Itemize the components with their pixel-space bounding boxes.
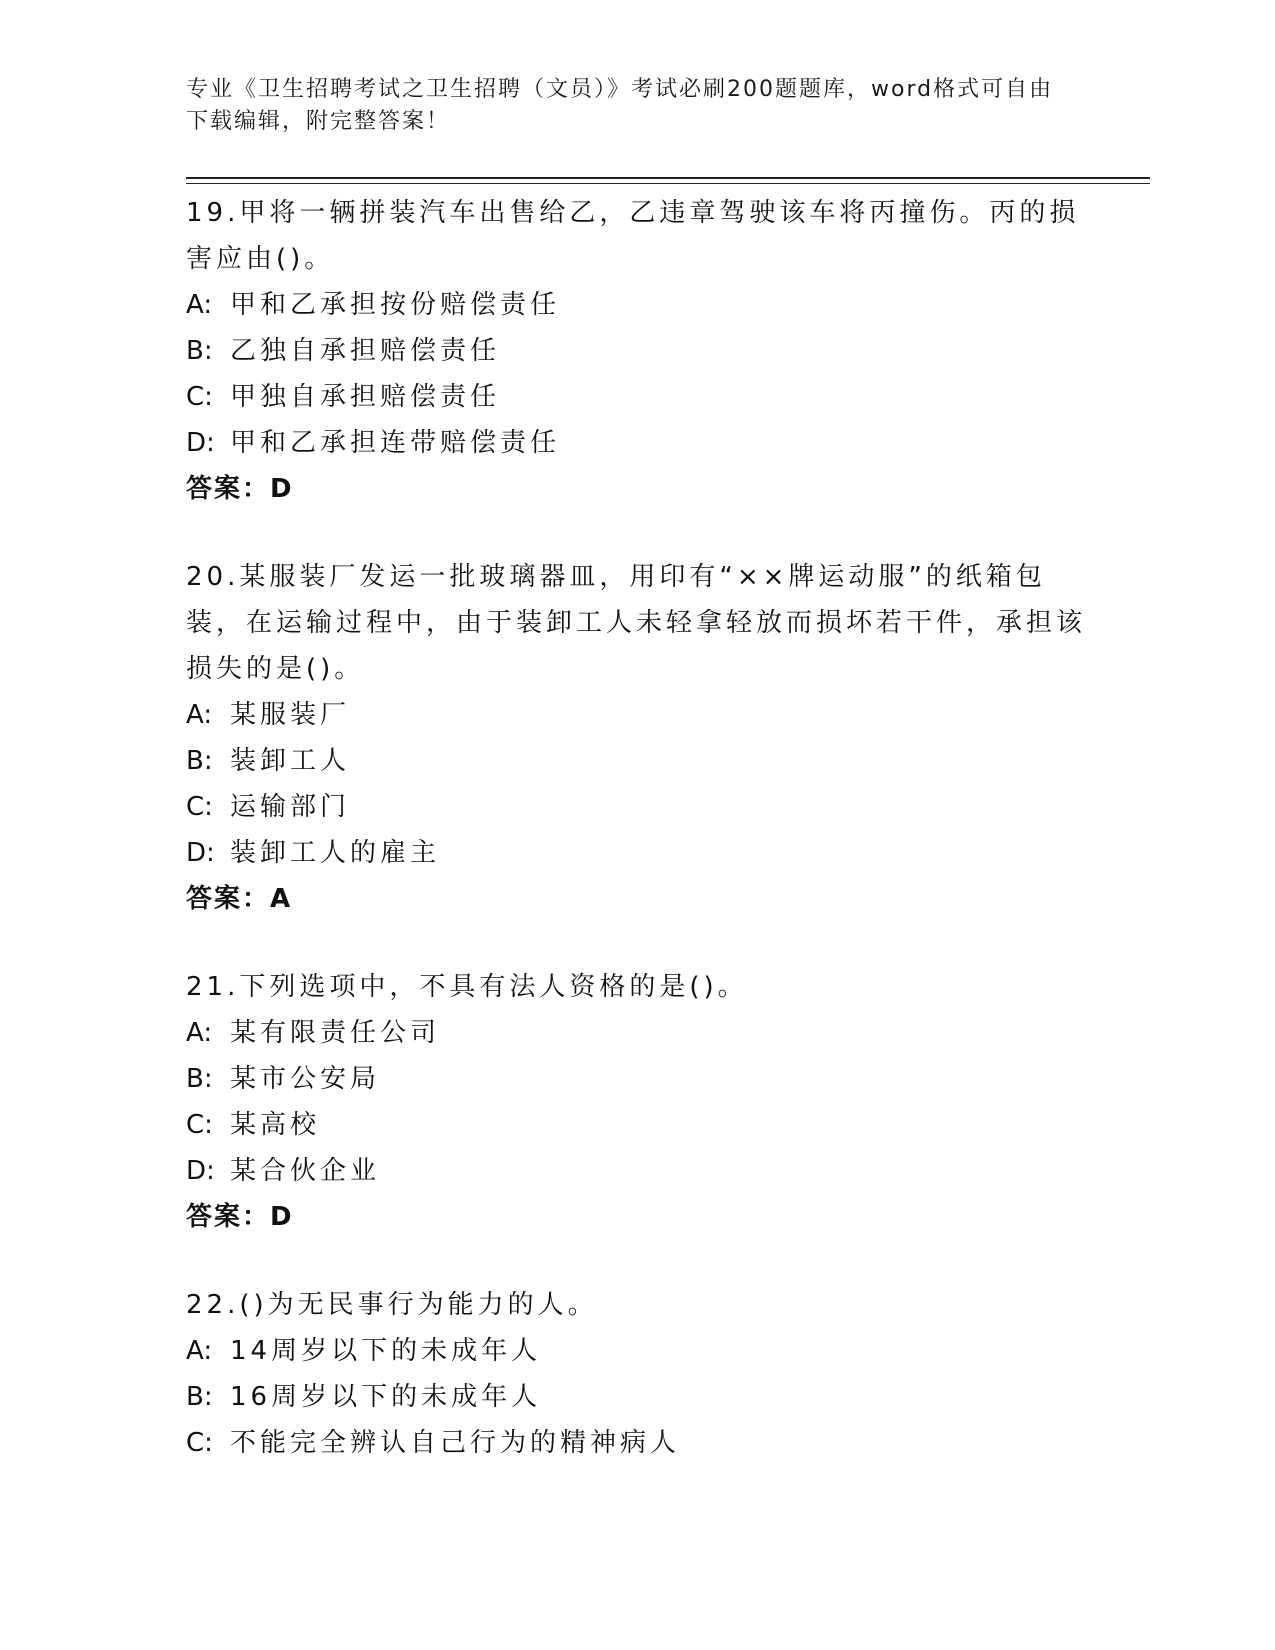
option-text: 乙独自承担赔偿责任 (230, 336, 501, 366)
option-a (186, 692, 1086, 738)
option-text: 甲独自承担赔偿责任 (230, 382, 501, 412)
option-b (186, 328, 1086, 374)
question-list (186, 190, 1086, 1508)
question-stem: 22.()为无民事行为能力的人。 (186, 1290, 598, 1320)
answer-label: 答案：D (186, 474, 294, 504)
option-d (186, 1148, 1086, 1194)
option-a (186, 282, 1086, 328)
option-key: A: (186, 1018, 213, 1048)
option-d (186, 830, 1086, 876)
question-22 (186, 1282, 1086, 1466)
option-text: 装卸工人的雇主 (230, 838, 441, 868)
option-b (186, 1374, 1086, 1420)
option-b (186, 738, 1086, 784)
option-c (186, 784, 1086, 830)
option-text: 某高校 (230, 1110, 321, 1140)
option-a (186, 1328, 1086, 1374)
option-text: 16周岁以下的未成年人 (230, 1382, 542, 1412)
option-key: A: (186, 700, 213, 730)
option-key: B: (186, 1382, 213, 1412)
option-key: A: (186, 290, 213, 320)
question-stem: 21.下列选项中，不具有法人资格的是()。 (186, 972, 748, 1002)
answer-label: 答案：D (186, 1202, 294, 1232)
option-text: 某市公安局 (230, 1064, 381, 1094)
option-a (186, 1010, 1086, 1056)
option-key: C: (186, 1110, 213, 1140)
option-key: B: (186, 336, 213, 366)
option-key: A: (186, 1336, 213, 1366)
option-key: B: (186, 746, 213, 776)
document-header: 专业《卫生招聘考试之卫生招聘（文员）》考试必刷200题题库，word格式可自由下载编辑，附完整答案！ (186, 77, 1054, 134)
question-20 (186, 554, 1086, 922)
option-key: D: (186, 1156, 215, 1186)
option-key: C: (186, 1428, 213, 1458)
option-c (186, 1102, 1086, 1148)
question-19 (186, 190, 1086, 512)
header-divider-thin (186, 183, 1150, 184)
option-key: D: (186, 838, 215, 868)
option-text: 甲和乙承担连带赔偿责任 (230, 428, 561, 458)
option-b (186, 1056, 1086, 1102)
option-key: C: (186, 792, 213, 822)
header-divider-thick (186, 177, 1150, 179)
option-key: D: (186, 428, 215, 458)
option-c (186, 1420, 1086, 1466)
option-c (186, 374, 1086, 420)
question-21 (186, 964, 1086, 1240)
option-key: C: (186, 382, 213, 412)
option-text: 不能完全辨认自己行为的精神病人 (230, 1428, 681, 1458)
option-text: 14周岁以下的未成年人 (230, 1336, 542, 1366)
option-text: 某服装厂 (230, 700, 351, 730)
question-stem: 20.某服装厂发运一批玻璃器皿，用印有“××牌运动服”的纸箱包装，在运输过程中，由于装卸工人未轻拿轻放而损坏若干件，承担该损失的是()。 (186, 562, 1087, 684)
option-text: 装卸工人 (230, 746, 351, 776)
option-text: 甲和乙承担按份赔偿责任 (230, 290, 561, 320)
question-stem: 19.甲将一辆拼装汽车出售给乙，乙违章驾驶该车将丙撞伤。丙的损害应由()。 (186, 198, 1080, 274)
option-d (186, 420, 1086, 466)
option-text: 某合伙企业 (230, 1156, 381, 1186)
option-text: 运输部门 (230, 792, 351, 822)
option-key: B: (186, 1064, 213, 1094)
option-text: 某有限责任公司 (230, 1018, 441, 1048)
answer-label: 答案：A (186, 884, 293, 914)
